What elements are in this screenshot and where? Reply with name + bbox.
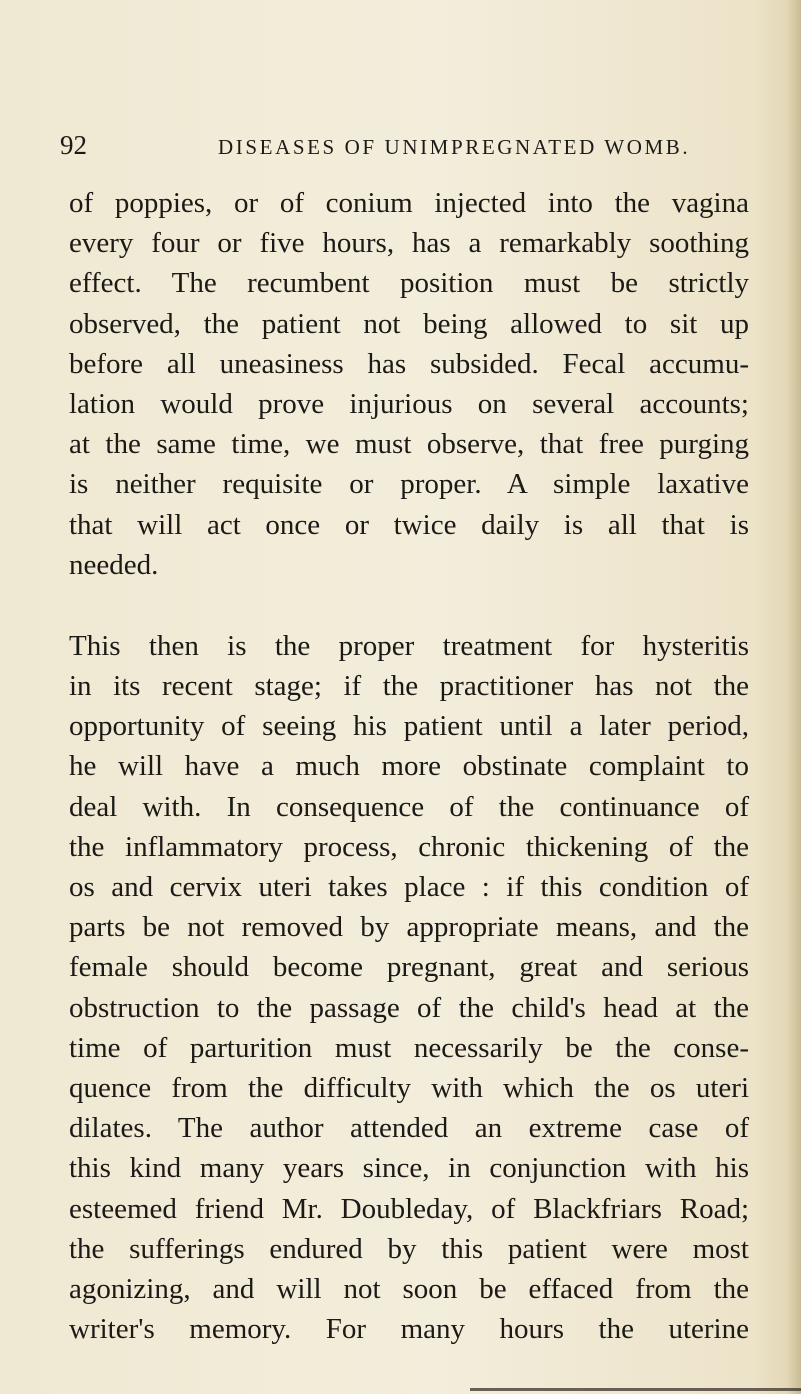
text-line: quence from the difficulty with which the os uteri	[69, 1071, 749, 1104]
text-line: lation would prove injurious on several accounts;	[69, 387, 749, 420]
paragraph-1	[69, 183, 749, 585]
text-line: the sufferings endured by this patient were most	[69, 1232, 749, 1265]
text-line: the inflammatory process, chronic thickening of the	[69, 830, 749, 863]
text-line: effect. The recumbent position must be strictly	[69, 267, 749, 300]
text-line: observed, the patient not being allowed to sit up	[69, 307, 749, 340]
text-line: deal with. In consequence of the continuance of	[69, 790, 749, 823]
running-head-title: DISEASES OF UNIMPREGNATED WOMB.	[218, 135, 691, 159]
text-line: dilates. The author attended an extreme case of	[69, 1112, 749, 1145]
bottom-shadow-line	[470, 1388, 801, 1391]
text-line: esteemed friend Mr. Doubleday, of Blackfriars Road;	[69, 1192, 749, 1225]
text-line: every four or five hours, has a remarkably soothing	[69, 227, 749, 260]
text-line: writer's memory. For many hours the uterine	[69, 1313, 749, 1346]
text-line: This then is the proper treatment for hysteritis	[69, 629, 749, 662]
text-line: obstruction to the passage of the child's head at the	[69, 991, 749, 1024]
body-text	[69, 183, 749, 1349]
text-line: he will have a much more obstinate complaint to	[69, 750, 749, 783]
text-line: of poppies, or of conium injected into the vagina	[69, 187, 749, 219]
text-line: before all uneasiness has subsided. Fecal accumu-	[69, 347, 749, 380]
text-line: opportunity of seeing his patient until a later period,	[69, 710, 749, 743]
text-line: is neither requisite or proper. A simple laxative	[69, 468, 749, 501]
text-line: that will act once or twice daily is all that is	[69, 508, 749, 541]
running-head	[60, 127, 760, 163]
text-line: this kind many years since, in conjunction with his	[69, 1152, 749, 1185]
text-line: os and cervix uteri takes place : if this condition of	[69, 871, 749, 903]
page-number: 92	[60, 130, 87, 160]
text-line: time of parturition must necessarily be the conse-	[69, 1031, 749, 1064]
text-line: at the same time, we must observe, that free purging	[69, 428, 749, 461]
paragraph-2	[69, 626, 749, 1349]
text-line: needed.	[69, 548, 159, 581]
text-line: female should become pregnant, great and serious	[69, 951, 749, 984]
text-line: parts be not removed by appropriate means, and the	[69, 911, 749, 944]
text-line: agonizing, and will not soon be effaced from the	[69, 1272, 749, 1305]
paragraph-gap	[69, 585, 749, 626]
page-edge-shadow	[787, 0, 801, 1394]
text-line: in its recent stage; if the practitioner has not the	[69, 670, 749, 703]
